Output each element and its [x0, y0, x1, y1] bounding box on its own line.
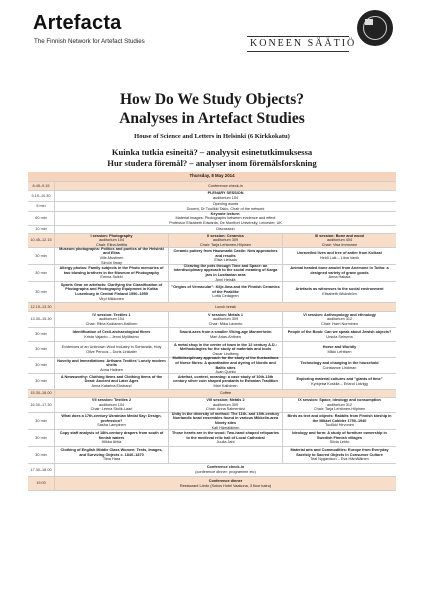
programme-cell-line: Allergy photos: Family subjects in the Photo memories of two blowing brothers in the Museum of Photography: [59, 266, 164, 275]
programme-cell: [168, 374, 282, 389]
programme-cell-line: II session: Ceramics: [207, 233, 244, 238]
time-cell: 30 min: [28, 413, 55, 429]
programme-cell: [168, 234, 282, 247]
programme-cell: [55, 212, 396, 225]
programme-cell-line: Multidisciplinary approach for the study of the fluctuations of Norse fibres: A quantitative and dyeing of Nordic and Baltic sites: [172, 356, 279, 370]
programme-row: [28, 477, 396, 491]
time-cell: 30 min: [28, 265, 55, 281]
foundation-rule-top: [247, 36, 349, 37]
time-cell: 13.30–15.30: [28, 312, 55, 327]
programme-cell-line: Chair: Mika Lavento: [208, 321, 243, 326]
programme-cell-line: Kati Hämäläinen: [211, 425, 240, 430]
programme-cell-line: auditorium 104: [98, 317, 125, 322]
foundation-logo-text: KONEEN SÄÄTIÖ: [250, 38, 357, 49]
day-header-row: [28, 172, 396, 182]
programme-cell-line: IX session: Space, ideology and consumption: [298, 398, 381, 403]
programme-cell-line: Heidi Luik – Liina Vanik: [319, 256, 360, 260]
programme-cell: [55, 182, 396, 190]
programme-cell-line: Clothing of English Middle Class Women: Texts, Images, and Surviving Objects c. 1840–1870: [60, 448, 163, 457]
programme-cell-line: Mari Arlas-Ahtinen: [209, 334, 242, 339]
time-cell: 12.15–13.30: [28, 303, 55, 311]
programme-cell-line: Juulia Jahi: [216, 440, 235, 445]
programme-cell-line: Chair: Tarja Lehtonen-Hilpinen: [313, 407, 366, 412]
programme-cell: [55, 374, 168, 389]
programme-cell-line: VI session: Anthropology and ethnology: [303, 312, 376, 317]
title-line-1: How Do We Study Objects?: [119, 91, 304, 108]
venue-line: House of Science and Letters in Helsinki (6 Kirkkokatu): [134, 133, 290, 140]
programme-cell-line: Technology and changing in the household: [300, 360, 379, 365]
programme-cell-line: Juan Quinto: [215, 370, 236, 375]
programme-cell-line: Opening words: [212, 201, 239, 206]
programme-cell-line: Identification of Cecil-archaeological fibres: [72, 329, 151, 334]
programme-cell-line: I session: Photography: [90, 233, 133, 238]
programme-cell: [168, 342, 282, 357]
programme-cell-line: VII session: Textiles 2: [91, 398, 132, 403]
programme-cell-line: Constance Lindman: [322, 365, 357, 370]
time-cell: 30 min: [28, 282, 55, 302]
programme-cell: [55, 303, 396, 311]
programme-cell-line: Conference check-in: [208, 183, 243, 188]
programme-cell: [282, 234, 396, 247]
programme-cell-line: Sword-axes from a smaller Viking-age Mannerheim: [179, 329, 272, 334]
programme-row: [28, 464, 396, 477]
time-cell: 10 min: [28, 226, 55, 233]
programme-cell-line: Restaurant Lördo (Sokos Hotel Vaakuna, 3 floor katru): [179, 483, 272, 488]
programme-cell-line: Lotta Cedagren: [212, 294, 239, 299]
programme-cell-line: Material arts and Commodities: Europe from Everyday Sacristy to Sacred Objects in Consumer Culture: [290, 448, 389, 457]
programme-cell-line: Mikki Lehtisen: [327, 349, 352, 354]
programme-cell-line: V session: Metals 1: [207, 312, 244, 317]
programme-cell-line: Exploring material cultures and "giants of time": [296, 376, 383, 381]
programme-cell-line: Kyrkjebø Koskila – Erland Lidvigg: [311, 381, 368, 386]
programme-row: [28, 303, 396, 312]
programme-cell-line: Chair: Elina Anttila: [95, 242, 128, 247]
programme-cell-line: What does a 17th-century Ukrainian Medal Say: Design, profession?: [61, 414, 162, 423]
time-cell: 5 min: [28, 202, 55, 211]
page-header: [0, 0, 424, 80]
programme-cell-line: Ceramic pottery from Hausmarkt Castle: New approaches and results: [173, 249, 278, 258]
programme-cell: [282, 430, 396, 446]
programme-cell-line: Anna Halinen: [100, 367, 123, 372]
artefacta-logo-title: Artefacta: [33, 12, 122, 34]
programme-cell-line: Animal headed bone amulet from Anemone in Tutho: a designed variety of grave goods: [290, 266, 389, 275]
programme-cell: [55, 342, 168, 357]
programme-cell-line: Chair: Riina Kudianen-Kallinen: [85, 321, 138, 326]
programme-row: [28, 447, 396, 464]
programme-cell: [55, 390, 396, 397]
programme-cell-line: "Origins of Vernacular": Kilje-lima and the Finnish Ceramics of the Peaklike: [171, 285, 280, 294]
programme-cell-line: Those hearts are in the wood: Two-hand shaped reliquaries to the medieval relic hall of Local Cathedral: [171, 431, 280, 440]
programme-cell-line: auditorium 312: [326, 402, 353, 407]
programme-cell-line: auditorium 404: [326, 238, 353, 243]
time-cell: 9.15–10.30: [28, 191, 55, 201]
subtitle-finnish: Kuinka tutkia esineitä? – analyysit esinetutkimuksessa: [111, 147, 313, 157]
programme-cell-line: Chair: Harri Nurminen: [321, 321, 358, 326]
programme-cell: [55, 447, 168, 463]
programme-cell-line: Conference check-in: [206, 465, 245, 470]
time-cell: 8.45–9.15: [28, 182, 55, 190]
programme-cell-line: Artefacts as witnesses to the social environment: [295, 287, 384, 292]
programme-cell: [282, 282, 396, 302]
programme-cell-line: Krista Vajanto – Jenni Mylläsimo: [84, 334, 139, 339]
time-cell: 30 min: [28, 374, 55, 389]
programme-cell-line: Tiina Hara: [102, 457, 121, 462]
programme-cell-line: Material Images: Photographs between evidence and effect: [175, 216, 276, 221]
programme-row: [28, 265, 396, 282]
subtitle-swedish: Hur studera föremål? – analyser inom föremålsforskning: [107, 158, 317, 168]
time-cell: 30 min: [28, 328, 55, 341]
programme-cell: [168, 312, 282, 327]
programme-cell: [55, 358, 168, 373]
programme-cell-line: Anni Helsilä: [215, 277, 236, 282]
subtitles: [0, 147, 424, 169]
time-cell: 30 min: [28, 447, 55, 463]
programme-cell-line: Anna Hakala: [328, 275, 351, 280]
programme-cell-line: A metal shop in the centre of town in the 12 century A.D.: Methodologies for the study of materials and tools: [174, 342, 277, 352]
programme-cell: [55, 226, 396, 233]
time-cell: 30 min: [28, 430, 55, 446]
programme-cell-line: Ville-Mustinen: [99, 256, 124, 260]
programme-cell-line: Museum photographs: Politics and poetics of the Helsinki and Elias: [59, 246, 164, 256]
programme-cell: [282, 413, 396, 429]
programme-cell-line: Chair: Visa Immonen: [321, 242, 358, 247]
programme-row: [28, 191, 396, 202]
programme-cell: [282, 265, 396, 281]
programme-cell: [55, 464, 396, 476]
programme-cell: [168, 430, 282, 446]
programme-cell-line: auditorium 104: [212, 196, 239, 200]
seal-emblem: [365, 19, 373, 25]
programme-cell-line: Novelty and Immediations: Artisans Textiles' Lonely modern shells: [57, 358, 166, 368]
programme-cell: [282, 328, 396, 341]
programme-cell-line: Mari Kalloinen: [213, 383, 238, 388]
programme-row: [28, 182, 396, 191]
programme-cell-line: Anna Katarina Ekstrand: [91, 383, 132, 388]
programme-cell-line: Tuulikki Hirvonen: [325, 423, 354, 428]
programme-row: [28, 328, 396, 342]
programme-cell-line: auditorium 312: [326, 317, 353, 322]
programme-cell-line: PLENARY SESSION: [207, 191, 244, 196]
programme-cell-line: Lunch break: [215, 304, 236, 309]
programme-row: [28, 413, 396, 430]
programme-cell: [168, 413, 282, 429]
time-cell: 30 min: [28, 248, 55, 264]
programme-cell: [55, 413, 168, 429]
programme-cell-line: Ideology and form: A study of furniture ownership in Swedish Finnish villages: [292, 431, 387, 440]
programme-cell: [282, 342, 396, 357]
programme-cell: [168, 398, 282, 412]
programme-cell-line: Birds as text and objects: Rabbits from Finnish kinship in the Mikkel Cobbler 1750–1940: [287, 414, 392, 423]
time-cell: 19.00: [28, 477, 55, 490]
programme-cell: [55, 282, 168, 302]
programme-cell-line: Oscar Lindberg: [212, 351, 239, 356]
time-cell: 30 min: [28, 358, 55, 373]
programme-cell-line: Chair: Leena Stolik-Laari: [90, 407, 133, 412]
time-cell: 17.30–18.00: [28, 464, 55, 476]
programme-cell: [282, 447, 396, 463]
programme-cell-line: auditorium 309: [212, 238, 239, 243]
time-cell: 15.30–16.00: [28, 390, 55, 397]
programme-cell: [55, 202, 396, 211]
programme-cell-line: Elisabeth Wickström: [322, 292, 357, 296]
programme-cell-line: Elisa Lietsala: [214, 258, 237, 263]
programme-row: [28, 212, 396, 226]
programme-cell: [168, 282, 282, 302]
time-cell: 10.45–12.15: [28, 234, 55, 247]
programme-row: [28, 430, 396, 447]
programme-cell: [282, 374, 396, 389]
programme-cell-line: auditorium 309: [212, 317, 239, 322]
programme-cell-line: Sasha Lampinen: [97, 423, 126, 428]
programme-cell-line: auditorium 104: [98, 402, 125, 407]
programme-cell-line: Unity in the diversity of method: The 11th- and 13th-century Norrlandic bead ensembles found in various Mikkelin-area Ninety sites: [171, 411, 280, 425]
programme-row: [28, 282, 396, 303]
programme-cell: [168, 265, 282, 281]
programme-cell-line: Hilkka Ahtia: [101, 440, 122, 445]
day-header: Thursday, 8 May 2014: [189, 173, 235, 179]
title-line-2: Analyses in Artefact Studies: [119, 110, 305, 127]
programme-cell: [55, 477, 396, 490]
programme-row: [28, 248, 396, 265]
programme-cell-line: Professor Elizabeth Edwards, De Montfort University, Leicester, UK: [169, 220, 282, 225]
programme-row: [28, 358, 396, 374]
foundation-rule-bottom: [247, 51, 349, 52]
programme-cell-line: Virpi Mikkonen: [99, 296, 124, 301]
programme-cell: [55, 312, 168, 327]
programme-cell: [168, 447, 282, 463]
programme-cell: [282, 358, 396, 373]
time-cell: 60 min: [28, 212, 55, 225]
programme-cell-line: Cleaving the pots through Time and Space: an interdisciplinary approach to the social meaning of Karga jars in Lusitanian area: [173, 263, 278, 277]
programme-cell-line: (conference dinner: programme etc): [195, 470, 256, 474]
programme-cell: [282, 248, 396, 264]
programme-cell: [55, 328, 168, 341]
programme-cell-line: auditorium 104: [98, 238, 125, 243]
programme-cell-line: IV session: Textiles 1: [92, 312, 131, 317]
programme-cell-line: Coffee: [219, 391, 232, 396]
programme-cell-line: Keynote lecture:: [210, 211, 241, 216]
programme-cell: [168, 248, 282, 264]
foundation-seal-icon: [357, 10, 393, 46]
programme-cell-line: Artefact, context, meaning: a case study of 10th-13th century silver coin shaped pendants to Estonian Tradition: [173, 374, 278, 384]
programme-cell: [168, 358, 282, 373]
programme-cell: [282, 312, 396, 327]
time-cell: 16.00–17.30: [28, 398, 55, 412]
programme-cell-line: Chair: Anna Salmenkivi: [205, 407, 246, 412]
programme-cell-line: Copy staff analysis of 18th-century drapers from south of finnish waters: [59, 431, 164, 440]
programme-cell-line: Unravelled lives and tree of antler from Kolkasi: [297, 251, 382, 256]
programme-cell-line: Sports Gear on artefacts: Clarifying the Classification of Photographs and Photography Equipment in Kotka Lusenburg in Central Finland 1950–1955: [60, 282, 163, 296]
programme-cell-line: Evidences of an Unknown Wool Industry in Sortavalla, Holy Olive Pencos – Doris Linklater: [61, 344, 162, 354]
programme-cell: [168, 328, 282, 341]
time-cell: 30 min: [28, 342, 55, 357]
programme-cell-line: Silvia Lehto: [329, 440, 350, 445]
page-title: [0, 90, 424, 128]
programme-cell: [55, 248, 168, 264]
programme-cell-line: Docent, Dr Tuulikki Takio, Chair of the network: [186, 206, 265, 211]
programme-cell-line: Emma Suikki: [100, 275, 123, 280]
programme-cell-line: III session: Bone and wood: [315, 233, 364, 238]
programme-cell-line: Chair: Tarja Lehtonen-Hilpinen: [199, 242, 252, 247]
programme-cell: [282, 398, 396, 412]
programme-table: [28, 172, 396, 491]
programme-row: [28, 390, 396, 398]
programme-cell: [55, 234, 168, 247]
programme-cell-line: Simon Ilmay: [101, 260, 122, 265]
programme-row: [28, 374, 396, 390]
programme-row: [28, 312, 396, 328]
programme-cell-line: auditorium 309: [212, 402, 239, 407]
programme-cell-line: A Newsworthy: Clothing Items and Clothing Items of the Dead: Ancient and Later Ages: [60, 374, 163, 384]
programme-row: [28, 398, 396, 413]
programme-cell-line: Discussion: [216, 227, 235, 232]
programme-cell: [55, 265, 168, 281]
programme-cell-line: Teal Nygardson – Eva Hämäläinen: [310, 457, 369, 462]
programme-cell-line: People of the Book: Can we speak about Jewish objects?: [287, 329, 392, 334]
programme-cell: [55, 398, 168, 412]
programme-cell: [55, 191, 396, 201]
programme-cell: [55, 430, 168, 446]
programme-cell-line: Horse and Worldly: [322, 344, 357, 349]
artefacta-logo-subtitle: The Finnish Network for Artefact Studies: [34, 38, 145, 45]
programme-cell-line: Conference dinner: [208, 478, 243, 483]
programme-cell-line: VIII session: Metals 2: [206, 398, 245, 403]
programme-cell-line: Ursula Seiruma: [326, 334, 353, 339]
programme-row: [28, 202, 396, 212]
